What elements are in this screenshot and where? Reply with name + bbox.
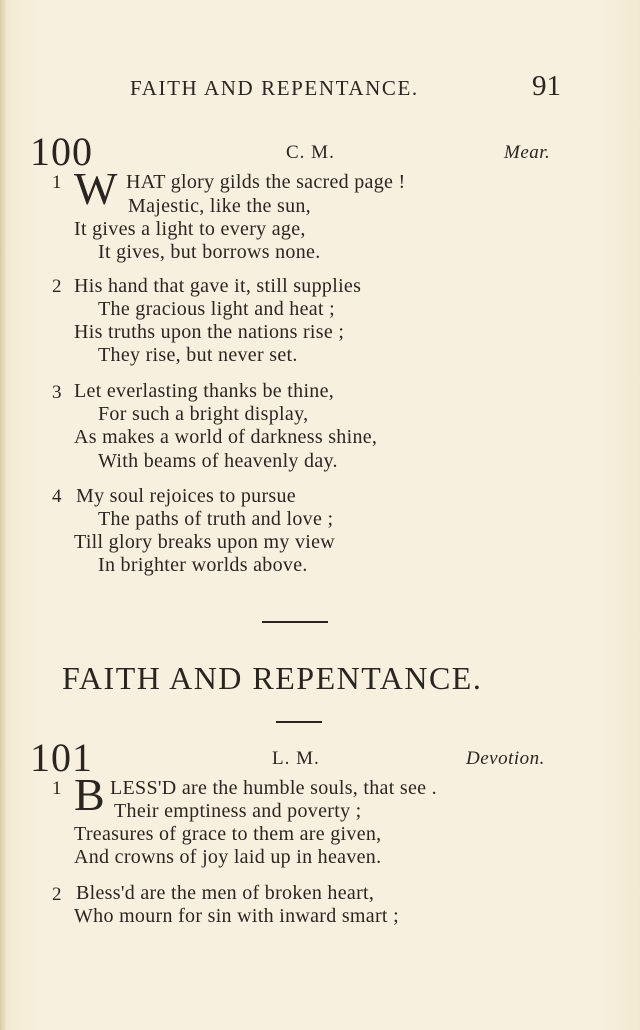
hymn-100-v3-line-3: As makes a world of darkness shine, xyxy=(74,426,378,448)
hymn-100-v2-line-3: His truths upon the nations rise ; xyxy=(74,321,345,343)
hymn-100-tune: Mear. xyxy=(504,142,551,163)
hymn-100-verse-2-number: 2 xyxy=(52,276,62,297)
page-number: 91 xyxy=(532,70,561,102)
hymn-100-v4-line-2: The paths of truth and love ; xyxy=(98,508,334,530)
hymn-101-v2-line-1: Bless'd are the men of broken heart, xyxy=(76,882,375,904)
hymn-101-v1-line-1: LESS'D are the humble souls, that see . xyxy=(110,777,437,799)
section-heading: FAITH AND REPENTANCE. xyxy=(62,660,483,696)
running-head: FAITH AND REPENTANCE. xyxy=(130,76,419,100)
hymn-101-verse-1-number: 1 xyxy=(52,778,62,799)
hymn-100-v3-line-2: For such a bright display, xyxy=(98,403,309,425)
hymn-101-v1-line-4: And crowns of joy laid up in heaven. xyxy=(74,846,382,868)
hymn-100-meter: C. M. xyxy=(286,142,335,163)
hymn-100-v3-line-1: Let everlasting thanks be thine, xyxy=(74,380,335,402)
hymn-100-v3-line-4: With beams of heavenly day. xyxy=(98,450,338,472)
hymn-100-v2-line-4: They rise, but never set. xyxy=(98,344,298,366)
hymn-100-v1-line-1: HAT glory gilds the sacred page ! xyxy=(126,171,406,193)
page-spine-shadow xyxy=(0,0,6,1030)
hymn-100-v4-line-1: My soul rejoices to pursue xyxy=(76,485,296,507)
hymn-100-v2-line-2: The gracious light and heat ; xyxy=(98,298,335,320)
hymn-101-v1-line-2: Their emptiness and poverty ; xyxy=(114,800,362,822)
hymn-101-v2-line-2: Who mourn for sin with inward smart ; xyxy=(74,905,399,927)
hymn-100-v1-line-4: It gives, but borrows none. xyxy=(98,241,321,263)
hymn-101-meter: L. M. xyxy=(272,748,320,769)
hymn-100-number: 100 xyxy=(30,129,93,174)
hymn-100-v4-line-4: In brighter worlds above. xyxy=(98,554,308,576)
hymn-100-verse-4-number: 4 xyxy=(52,486,62,507)
hymn-100-v4-line-3: Till glory breaks upon my view xyxy=(74,531,336,553)
hymn-100-v2-line-1: His hand that gave it, still supplies xyxy=(74,275,362,297)
hymn-101-verse-2-number: 2 xyxy=(52,884,62,905)
hymn-100-dropcap: W xyxy=(74,163,118,214)
section-divider-rule xyxy=(262,621,328,623)
hymn-100-v1-line-3: It gives a light to every age, xyxy=(74,218,306,240)
hymn-101-tune: Devotion. xyxy=(466,748,545,769)
hymn-101-v1-line-3: Treasures of grace to them are given, xyxy=(74,823,382,845)
heading-underline-rule xyxy=(276,721,322,723)
hymn-100-v1-line-2: Majestic, like the sun, xyxy=(128,195,311,217)
hymn-101-number: 101 xyxy=(30,735,93,780)
hymn-100-verse-3-number: 3 xyxy=(52,382,62,403)
hymn-100-verse-1-number: 1 xyxy=(52,172,62,193)
hymn-101-dropcap: B xyxy=(74,769,105,820)
